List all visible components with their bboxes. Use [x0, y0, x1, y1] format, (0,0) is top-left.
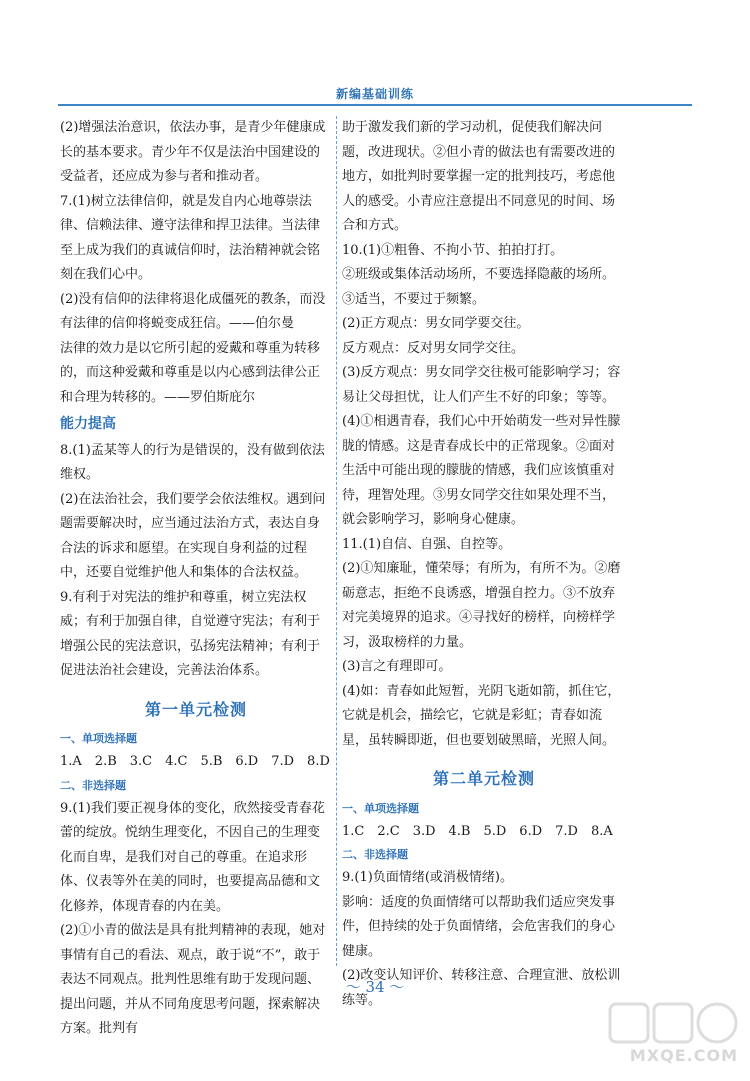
paragraph: 7.(1)树立法律信仰，就是发自内心地尊崇法律、信赖法律、遵守法律和捍卫法律。当法律至上成为我们的真诚信仰时，法治精神就会铭刻在我们心中。 — [60, 193, 321, 282]
paragraph: (4)①相遇青春，我们心中开始萌发一些对异性朦胧的情感。这是青春成长中的正常现象。②面对生活中可能出现的朦胧的情感，我们应该慎重对待，理智处理。③男女同学交往如果处理不当，就会影响学习，影响身心健康。 — [342, 414, 621, 527]
right-column — [342, 116, 626, 1013]
paragraph: (2)在法治社会，我们要学会依法维权。遇到问题需要解决时，应当通过法治方式，表达自身合法的诉求和愿望。在实现自身利益的过程中，还要自觉维护他人和集体的合法权益。 — [60, 491, 326, 580]
page-number: ～ 34 ～ — [345, 978, 405, 996]
unit1-title: 第一单元检测 — [144, 699, 247, 719]
paragraph: (2)①知廉耻，懂荣辱；有所为，有所不为。②磨砺意志，拒绝不良诱惑，增强自控力。③不放弃对完美境界的追求。④寻找好的榜样，向榜样学习，汲取榜样的力量。 — [342, 561, 621, 650]
paragraph: 9.有利于对宪法的维护和尊重，树立宪法权威；有利于加强自律，自觉遵守宪法；有利于增强公民的宪法意识，弘扬宪法精神；有利于促进法治社会建设，完善法治体系。 — [60, 589, 321, 678]
paragraph: 10.(1)①粗鲁、不拘小节、拍拍打打。 — [342, 242, 564, 258]
paragraph: 8.(1)孟某等人的行为是错误的，没有做到依法维权。 — [60, 442, 325, 482]
left-column — [60, 116, 332, 1042]
header-rule — [58, 104, 692, 106]
paragraph: ③适当，不要过于频繁。 — [342, 291, 486, 307]
paragraph: (3)反方观点：男女同学交往极可能影响学习；容易让父母担忧，让人们产生不好的印象；等等。 — [342, 365, 621, 405]
unit2-mc-heading: 一、单项选择题 — [342, 801, 419, 815]
paragraph: (4)如：青春如此短暂，光阴飞逝如箭，抓住它，它就是机会，描绘它，它就是彩虹；青春如流星，虽转瞬即逝，但也要划破黑暗，光照人间。 — [342, 683, 621, 748]
paragraph: 反方观点：反对男女同学交往。 — [342, 340, 525, 356]
paragraph: (2)没有信仰的法律将退化成僵死的教条，而没有法律的信仰将蜕变成狂信。——伯尔曼 — [60, 291, 326, 331]
paragraph: 法律的效力是以它所引起的爱戴和尊重为转移的，而这种爱戴和尊重是以内心感到法律公正和合理为转移的。——罗伯斯庇尔 — [60, 340, 321, 405]
paragraph: 9.(1)我们要正视身体的变化，欣然接受青春花蕾的绽放。悦纳生理变化，不因自己的生理变化而自卑，是我们对自己的尊重。在追求形体、仪表等外在美的同时，也要提高品德和文化修养，体现青春的内在美。 — [60, 800, 325, 914]
paragraph: (3)言之有理即可。 — [342, 659, 452, 674]
paragraph: (2)增强法治意识，依法办事，是青少年健康成长的基本要求。青少年不仅是法治中国建设的受益者，还应成为参与者和推动者。 — [60, 120, 326, 184]
unit2-title: 第二单元检测 — [432, 769, 535, 788]
paragraph: (2)①小青的做法是具有批判精神的表现，她对事情有自己的看法、观点，敢于说“不”，敢于表达不同观点。批判性思维有助于发现问题、提出问题，并从不同角度思考问题，探索解决方案。批判有 — [60, 923, 326, 1036]
unit1-mc-answers: 1.A 2.B 3.C 4.C 5.B 6.D 7.D 8.D — [60, 754, 330, 769]
watermark-text: MXQE.COM — [629, 1046, 738, 1065]
unit1-nonmc-heading: 二、非选择题 — [60, 778, 126, 792]
header-title: 新编基础训练 — [335, 87, 414, 101]
paragraph: 11.(1)自信、自强、自控等。 — [342, 536, 512, 552]
paragraph: 助于激发我们新的学习动机，促使我们解决问题，改进现状。②但小青的做法也有需要改进的地方，如批判时要掌握一定的批判技巧，考虑他人的感受。小青应注意提出不同意见的时间、场合和方式。 — [342, 120, 616, 233]
column-divider — [336, 116, 337, 966]
paragraph: (2)正方观点：男女同学要交往。 — [342, 316, 530, 331]
unit2-mc-answers: 1.C 2.C 3.D 4.B 5.D 6.D 7.D 8.A — [342, 823, 613, 839]
paragraph: 影响：适度的负面情绪可以帮助我们适应突发事件，但持续的处于负面情绪，会危害我们的身心健康。 — [342, 894, 616, 959]
unit1-mc-heading: 一、单项选择题 — [60, 732, 137, 745]
paragraph: 9.(1)负面情绪(或消极情绪)。 — [342, 870, 513, 885]
paragraph: (2)改变认知评价、转移注意、合理宣泄、放松训练等。 — [342, 968, 621, 1008]
ability-heading: 能力提高 — [60, 416, 116, 432]
paragraph: ②班级或集体活动场所，不要选择隐蔽的场所。 — [342, 267, 616, 282]
unit2-nonmc-heading: 二、非选择题 — [342, 848, 408, 861]
